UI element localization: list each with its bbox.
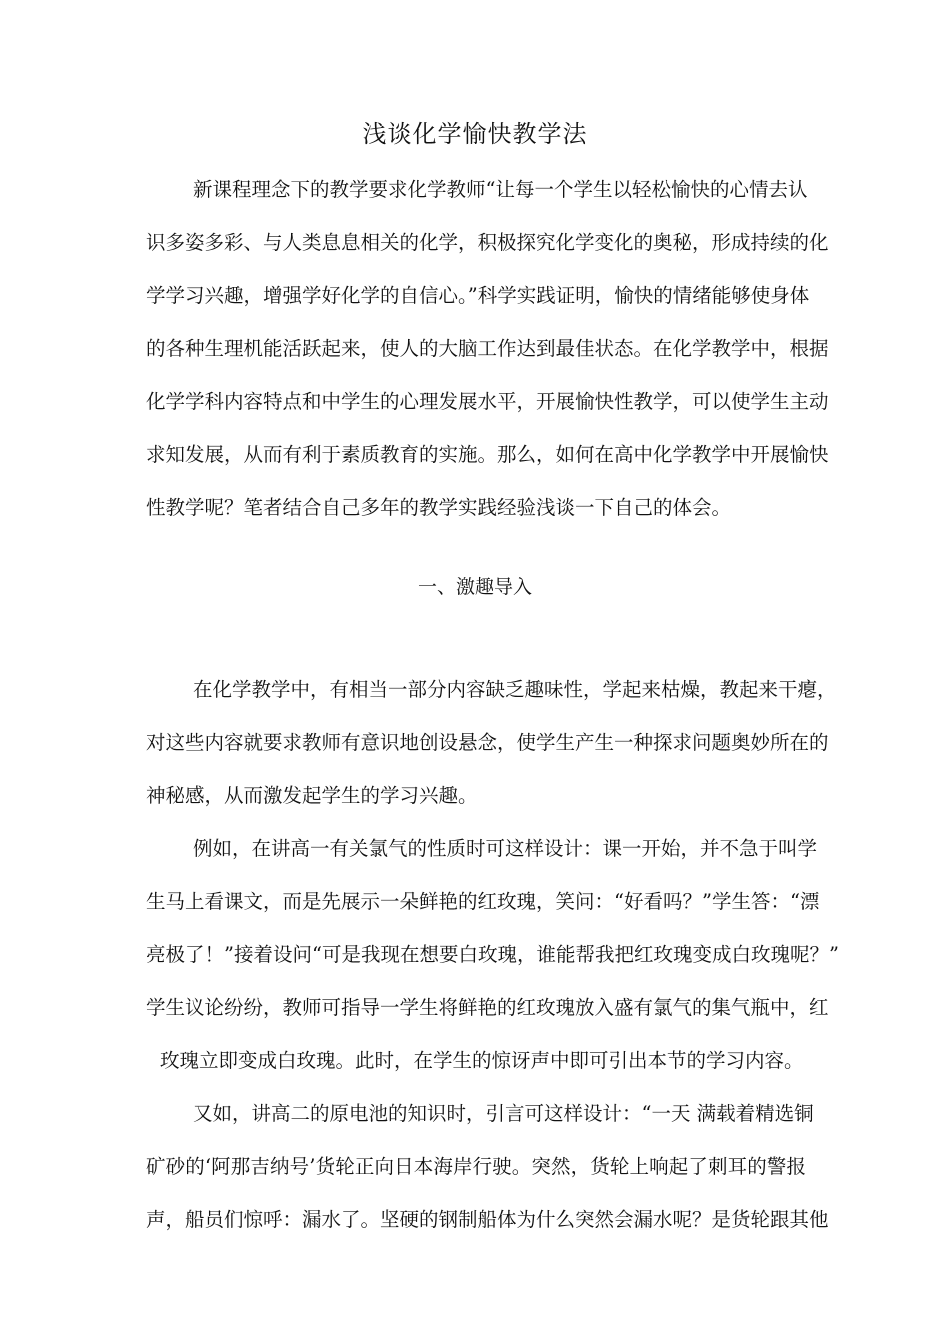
para1-line-3: 神秘感，从而激发起学生的学习兴趣。 — [146, 784, 478, 807]
intro-line-4: 的各种生理机能活跃起来，使人的大脑工作达到最佳状态。在化学教学中，根据 — [146, 337, 829, 360]
para3-line-3: 声，船员们惊呼：漏水了。坚硬的钢制船体为什么突然会漏水呢？是货轮跟其他 — [146, 1208, 829, 1231]
para1-line-1: 在化学教学中，有相当一部分内容缺乏趣味性，学起来枯燥，教起来干瘪， — [193, 678, 837, 701]
intro-line-6: 求知发展，从而有利于素质教育的实施。那么，如何在高中化学教学中开展愉快 — [146, 443, 829, 466]
para2-line-4: 学生议论纷纷，教师可指导一学生将鲜艳的红玫瑰放入盛有氯气的集气瓶中，红 — [146, 996, 829, 1019]
para3-line-1: 又如，讲高二的原电池的知识时，引言可这样设计：“一天 满载着精选铜 — [193, 1102, 814, 1125]
para1-line-2: 对这些内容就要求教师有意识地创设悬念，使学生产生一种探求问题奥妙所在的 — [146, 731, 829, 754]
document-title: 浅谈化学愉快教学法 — [362, 120, 588, 148]
intro-line-7: 性教学呢？笔者结合自己多年的教学实践经验浅谈一下自己的体会。 — [146, 496, 732, 519]
intro-line-3: 学学习兴趣，增强学好化学的自信心。”科学实践证明，愉快的情绪能够使身体 — [146, 284, 810, 307]
para2-line-2: 生马上看课文，而是先展示一朵鲜艳的红玫瑰，笑问：“好看吗？”学生答：“漂 — [146, 890, 820, 913]
intro-line-1: 新课程理念下的教学要求化学教师“让每一个学生以轻松愉快的心情去认 — [193, 178, 808, 201]
para3-line-2: 矿砂的‘阿那吉纳号’货轮正向日本海岸行驶。突然，货轮上响起了刺耳的警报 — [146, 1155, 806, 1178]
para2-line-5: 玫瑰立即变成白玫瑰。此时，在学生的惊讶声中即可引出本节的学习内容。 — [160, 1049, 804, 1072]
para2-line-1: 例如，在讲高一有关氯气的性质时可这样设计：课一开始，并不急于叫学 — [193, 837, 818, 860]
intro-line-5: 化学学科内容特点和中学生的心理发展水平，开展愉快性教学，可以使学生主动 — [146, 390, 829, 413]
section-heading: 一、激趣导入 — [417, 576, 532, 598]
intro-line-2: 识多姿多彩、与人类息息相关的化学，积极探究化学变化的奥秘，形成持续的化 — [146, 231, 829, 254]
para2-line-3: 亮极了！”接着设问“可是我现在想要白玫瑰，谁能帮我把红玫瑰变成白玫瑰呢？” — [146, 943, 839, 966]
